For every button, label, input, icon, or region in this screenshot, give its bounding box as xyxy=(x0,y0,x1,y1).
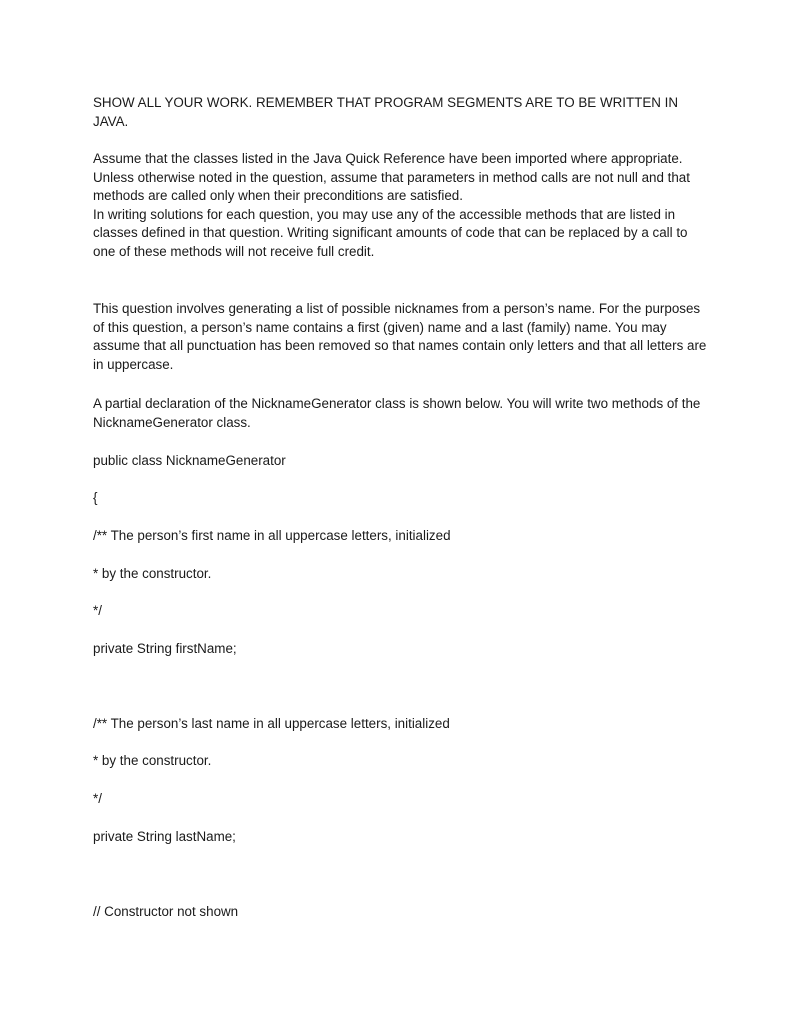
first-name-comment-line-1: /** The person’s first name in all uppercase letters, initialized xyxy=(93,528,451,543)
last-name-comment-line-1: /** The person’s last name in all uppercase letters, initialized xyxy=(93,716,450,731)
general-directions xyxy=(93,150,713,262)
first-name-field-line: private String firstName; xyxy=(93,641,237,656)
question-intro-text: This question involves generating a list of possible nicknames from a person’s name. For the purposes of this question, a person’s name contains a first (given) name and a last (family) name. You may assume that all punctuation has been removed so that names contain only letters and that all letters are in uppercase. xyxy=(93,301,707,372)
heading-text: SHOW ALL YOUR WORK. REMEMBER THAT PROGRAM SEGMENTS ARE TO BE WRITTEN IN JAVA. xyxy=(93,95,679,129)
question-intro xyxy=(93,300,713,374)
first-name-comment-line-2: * by the constructor. xyxy=(93,566,212,581)
assume-params-text: Unless otherwise noted in the question, assume that parameters in method calls are not null and that methods are called only when their preconditions are satisfied. xyxy=(93,169,690,204)
assume-imports-text: Assume that the classes listed in the Java Quick Reference have been imported where appropriate. xyxy=(93,151,683,166)
last-name-comment-line-3: */ xyxy=(93,791,102,806)
constructor-comment-line: // Constructor not shown xyxy=(93,904,239,919)
first-name-comment-line-3: */ xyxy=(93,603,102,618)
partial-declaration-text: A partial declaration of the NicknameGenerator class is shown below. You will write two methods of the NicknameGenerator class. xyxy=(93,396,701,430)
instructions-heading xyxy=(93,94,713,131)
open-brace-line: { xyxy=(93,490,98,505)
last-name-comment-line-2: * by the constructor. xyxy=(93,753,212,768)
partial-declaration-note xyxy=(93,395,713,432)
accessible-methods-text: In writing solutions for each question, you may use any of the accessible methods that are listed in classes defined in that question. Writing significant amounts of code that can be replaced by a call to one of these methods will not receive full credit. xyxy=(93,206,688,259)
class-header-line: public class NicknameGenerator xyxy=(93,453,286,468)
last-name-field-line: private String lastName; xyxy=(93,829,236,844)
